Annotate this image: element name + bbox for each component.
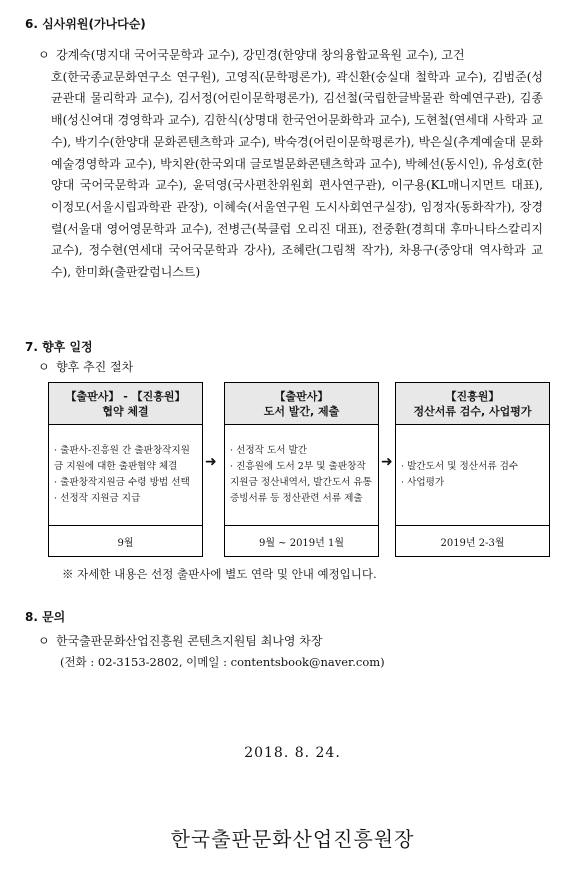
- committee-first-line: [38, 45, 548, 67]
- step-2-title: 도서 발간, 제출: [263, 404, 340, 418]
- bullet-icon: ㅇ: [38, 360, 50, 374]
- section-6-heading: 6. 심사위원(가나다순): [25, 17, 146, 31]
- step-2-period: 9월 ~ 2019년 1월: [258, 538, 345, 549]
- document-date: 2018. 8. 24.: [244, 745, 341, 761]
- step-2-item: · 진흥원에 도서 2부 및 출판창작지원금 정산내역서, 발간도서 유통증빙서류 등 정산관련 서류 제출: [230, 461, 372, 504]
- step-2-actor: 【출판사】: [274, 389, 329, 403]
- schedule-subheading-text: 향후 추진 절차: [56, 360, 134, 374]
- arrow-right-icon: ➜: [205, 454, 217, 470]
- step-3-item: · 사업평가: [401, 477, 445, 488]
- process-step-2: [224, 382, 379, 557]
- process-step-1: [48, 382, 203, 557]
- step-3-item: · 발간도서 및 정산서류 검수: [401, 461, 519, 472]
- schedule-note: ※ 자세한 내용은 선정 출판사에 별도 연락 및 안내 예정입니다.: [62, 567, 377, 581]
- process-step-3: [395, 382, 550, 557]
- step-1-item: · 출판사-진흥원 간 출판창작지원금 지원에 대한 출판협약 체결: [54, 445, 190, 472]
- contact-text: 한국출판문화산업진흥원 콘텐츠지원팀 최나영 차장: [56, 634, 323, 648]
- step-2-header: [225, 383, 378, 425]
- step-1-item: · 선정작 지원금 지급: [54, 493, 141, 504]
- step-3-actor: 【진흥원】: [445, 389, 500, 403]
- step-3-title: 정산서류 검수, 사업평가: [413, 404, 532, 418]
- contact-line: [38, 632, 322, 649]
- bullet-icon: ㅇ: [38, 634, 50, 648]
- step-2-item: · 선정작 도서 발간: [230, 445, 308, 456]
- step-1-period: 9월: [117, 538, 134, 549]
- issuer-signature: 한국출판문화산업진흥원장: [170, 827, 415, 851]
- step-3-body: [396, 425, 549, 526]
- schedule-subheading: [38, 358, 133, 375]
- step-1-body: [49, 425, 202, 526]
- section-7-heading: 7. 향후 일정: [25, 340, 93, 354]
- committee-list: 호(한국종교문화연구소 연구원), 고영직(문학평론가), 곽신환(숭실대 철학과 교수), 김범준(성균관대 물리학과 교수), 김서정(어린이문학평론가), 김선철(국립한글박물관 학예연구관), 김종배(성신여대 경영학과 교수), 김한식(상명대 한국언어문화학과 교수), 도현철(연세대 사학과 교수), 박기수(한양대 문화콘텐츠학과 교수), 박숙경(어린이문학평론가), 박은실(추계예술대 문화예술경영학과 교수), 박치완(한국외대 글로벌문화콘텐츠학과 교수), 박혜선(동시인), 유성호(한양대 국어국문학과 교수), 윤덕영(국사편찬위원회 편사연구관), 이구용(KL매니지먼트 대표), 이정모(서울시립과학관 관장), 이혜숙(서울연구원 도시사회연구실장), 임정자(동화작가), 장경렬(서울대 영어영문학과 교수), 전병근(북클럽 오리진 대표), 전중환(경희대 후마니타스칼리지 교수), 정수현(연세대 국어국문학과 강사), 조혜란(그림책 작가), 차용구(중앙대 역사학과 교수), 한미화(출판칼럼니스트): [51, 69, 543, 280]
- bullet-icon: ㅇ: [38, 48, 50, 62]
- section-8-heading: 8. 문의: [25, 610, 66, 624]
- step-1-header: [49, 383, 202, 425]
- step-2-body: [225, 425, 378, 526]
- step-3-header: [396, 383, 549, 425]
- step-1-title: 협약 체결: [102, 404, 149, 418]
- process-flow: [48, 382, 556, 560]
- contact-detail: (전화 : 02-3153-2802, 이메일 : contentsbook@naver.com): [60, 655, 385, 669]
- step-1-item: · 출판창작지원금 수령 방법 선택: [54, 477, 190, 488]
- step-3-period: 2019년 2-3월: [440, 538, 505, 549]
- step-1-actor: 【출판사】 - 【진흥원】: [65, 389, 186, 403]
- committee-line-text: 강계숙(명지대 국어국문학과 교수), 강민경(한양대 창의융합교육원 교수), 고건: [56, 48, 465, 62]
- arrow-right-icon: ➜: [381, 454, 393, 470]
